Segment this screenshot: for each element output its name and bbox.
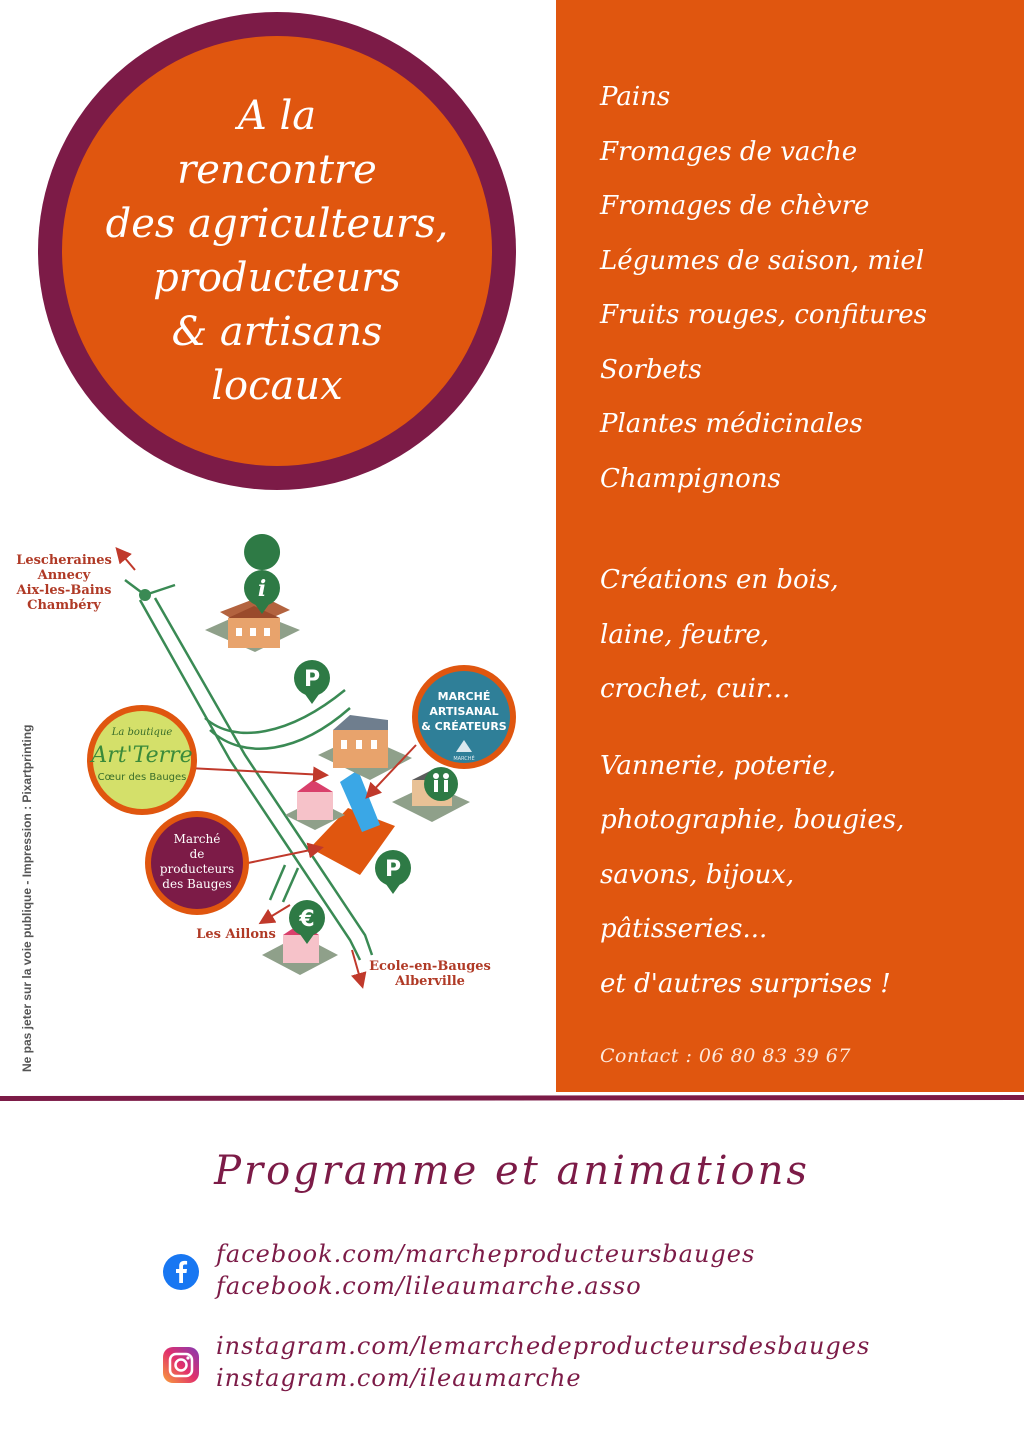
boutique-badge	[87, 705, 197, 815]
product-item: Champignons	[600, 463, 781, 494]
headline-circle-inner	[62, 36, 492, 466]
boutique-small-label: La boutique	[111, 727, 173, 738]
central-building	[318, 715, 412, 780]
headline-line: A la	[237, 93, 317, 139]
facebook-icon	[162, 1253, 200, 1291]
destination-label: Aix-les-Bains	[16, 583, 112, 598]
product-item: Légumes de saison, miel	[600, 245, 925, 276]
craft-item: photographie, bougies,	[600, 805, 905, 835]
product-item: Fromages de vache	[600, 136, 858, 167]
instagram-icon	[162, 1346, 200, 1384]
destination-label: Lescheraines	[16, 553, 112, 568]
headline-line: producteurs	[153, 255, 401, 301]
destination-label: Les Aillons	[196, 927, 276, 942]
product-item: Fromages de chèvre	[600, 191, 870, 221]
producers-market-badge	[145, 811, 249, 915]
crafts-list	[600, 553, 1010, 1011]
artisan-market-badge	[412, 665, 516, 769]
artisan-market-logo-text: MARCHÉ	[453, 756, 475, 762]
instagram-link[interactable]: instagram.com/lemarchedeproducteursdesbauges	[216, 1332, 871, 1360]
product-item: Fruits rouges, confitures	[600, 300, 927, 330]
artisan-market-label: ARTISANAL	[429, 705, 499, 718]
destination-label: Ecole-en-Bauges	[369, 959, 491, 974]
craft-item: et d'autres surprises !	[600, 968, 891, 999]
facebook-link[interactable]: facebook.com/lileaumarche.asso	[216, 1272, 642, 1300]
product-item: Plantes médicinales	[600, 409, 863, 439]
market-map	[0, 530, 540, 1000]
destination-label: Annecy	[37, 568, 91, 583]
artisan-market-label: MARCHÉ	[437, 690, 491, 703]
boutique-brand: Art'Terre	[91, 743, 193, 768]
parking-marker	[294, 660, 330, 704]
parking-marker-label: P	[303, 667, 321, 692]
parking-marker	[375, 850, 411, 894]
products-list	[600, 70, 1010, 506]
headline-line: locaux	[211, 363, 343, 409]
facebook-links	[216, 1238, 755, 1302]
producers-market-label: Marché	[173, 832, 221, 846]
craft-item: laine, feutre,	[600, 619, 770, 650]
mairie-building	[205, 596, 300, 652]
producers-market-label: producteurs	[159, 862, 235, 876]
destination-label: Chambéry	[27, 598, 101, 613]
craft-item: pâtisseries...	[600, 914, 768, 944]
headline-circle	[38, 12, 516, 490]
craft-item: savons, bijoux,	[600, 859, 795, 890]
destination-label: Alberville	[395, 974, 465, 989]
product-item: Pains	[600, 82, 671, 112]
headline-line: des agriculteurs,	[105, 201, 449, 247]
craft-item: Créations en bois,	[600, 565, 839, 595]
instagram-link[interactable]: instagram.com/ileaumarche	[216, 1364, 582, 1392]
producers-market-label: de	[189, 847, 205, 861]
section-divider	[0, 1090, 1024, 1104]
print-notice: Ne pas jeter sur la voie publique - Impression : Pixartprinting	[20, 724, 34, 1072]
product-item: Sorbets	[600, 354, 702, 385]
craft-item: Vannerie, poterie,	[600, 750, 836, 781]
artisan-market-label: & CRÉATEURS	[421, 720, 507, 733]
headline-line: & artisans	[171, 309, 383, 355]
instagram-links	[216, 1330, 870, 1394]
contact-phone: Contact : 06 80 83 39 67	[600, 1045, 851, 1067]
info-marker-label: i	[257, 576, 267, 602]
facebook-link[interactable]: facebook.com/marcheproducteursbauges	[216, 1240, 756, 1268]
boutique-sub-label: Cœur des Bauges	[97, 772, 187, 783]
craft-item: crochet, cuir...	[600, 674, 791, 704]
program-title: Programme et animations	[214, 1148, 810, 1194]
parking-marker-label: P	[384, 857, 402, 882]
producers-market-label: des Bauges	[162, 877, 232, 891]
headline-line: rencontre	[177, 147, 377, 193]
atm-marker-label: €	[299, 907, 315, 932]
pedestrian-marker	[424, 767, 458, 801]
